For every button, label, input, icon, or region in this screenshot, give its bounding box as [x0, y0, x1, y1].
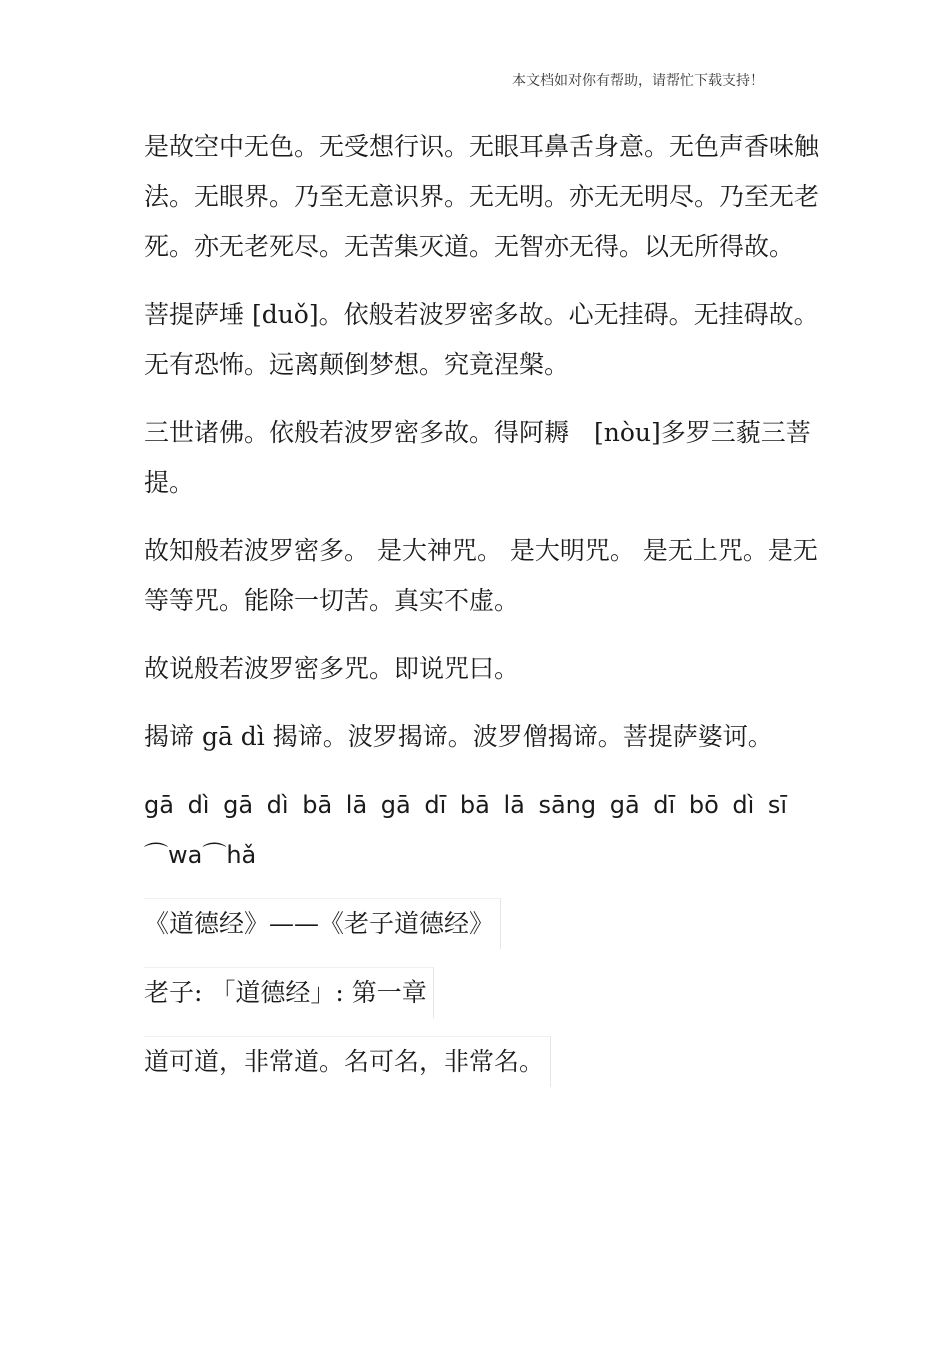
paragraph-3: 三世诸佛。依般若波罗密多故。得阿耨 [nòu]多罗三藐三菩提。 — [144, 418, 811, 497]
paragraph-6: 揭谛 gā dì 揭谛。波罗揭谛。波罗僧揭谛。菩提萨婆诃。 — [144, 722, 773, 751]
pinyin-mantra: gā dì gā dì bā lā gā dī bā lā sāng gā dī bō dì sī ⌒wa⌒hǎ — [144, 791, 788, 869]
chapter-heading: 老子: 「道德经」: 第一章 — [144, 967, 434, 1018]
book-title: 《道德经》——《老子道德经》 — [144, 898, 501, 949]
paragraph-4: 故知般若波罗密多。 是大神咒。 是大明咒。 是无上咒。是无等等咒。能除一切苦。真实不虚。 — [144, 536, 818, 615]
document-body — [144, 122, 824, 1105]
paragraph-2: 菩提萨埵 [duǒ]。依般若波罗密多故。心无挂碍。无挂碍故。无有恐怖。远离颠倒梦想。究竟涅槃。 — [144, 300, 819, 379]
paragraph-5: 故说般若波罗密多咒。即说咒曰。 — [144, 654, 520, 683]
paragraph-1: 是故空中无色。无受想行识。无眼耳鼻舌身意。无色声香味触法。无眼界。乃至无意识界。无无明。亦无无明尽。乃至无老死。亦无老死尽。无苦集灭道。无智亦无得。以无所得故。 — [144, 132, 820, 261]
chapter-text: 道可道，非常道。名可名，非常名。 — [144, 1036, 551, 1087]
page-header: 本文档如对你有帮助，请帮忙下载支持！ — [512, 73, 764, 89]
